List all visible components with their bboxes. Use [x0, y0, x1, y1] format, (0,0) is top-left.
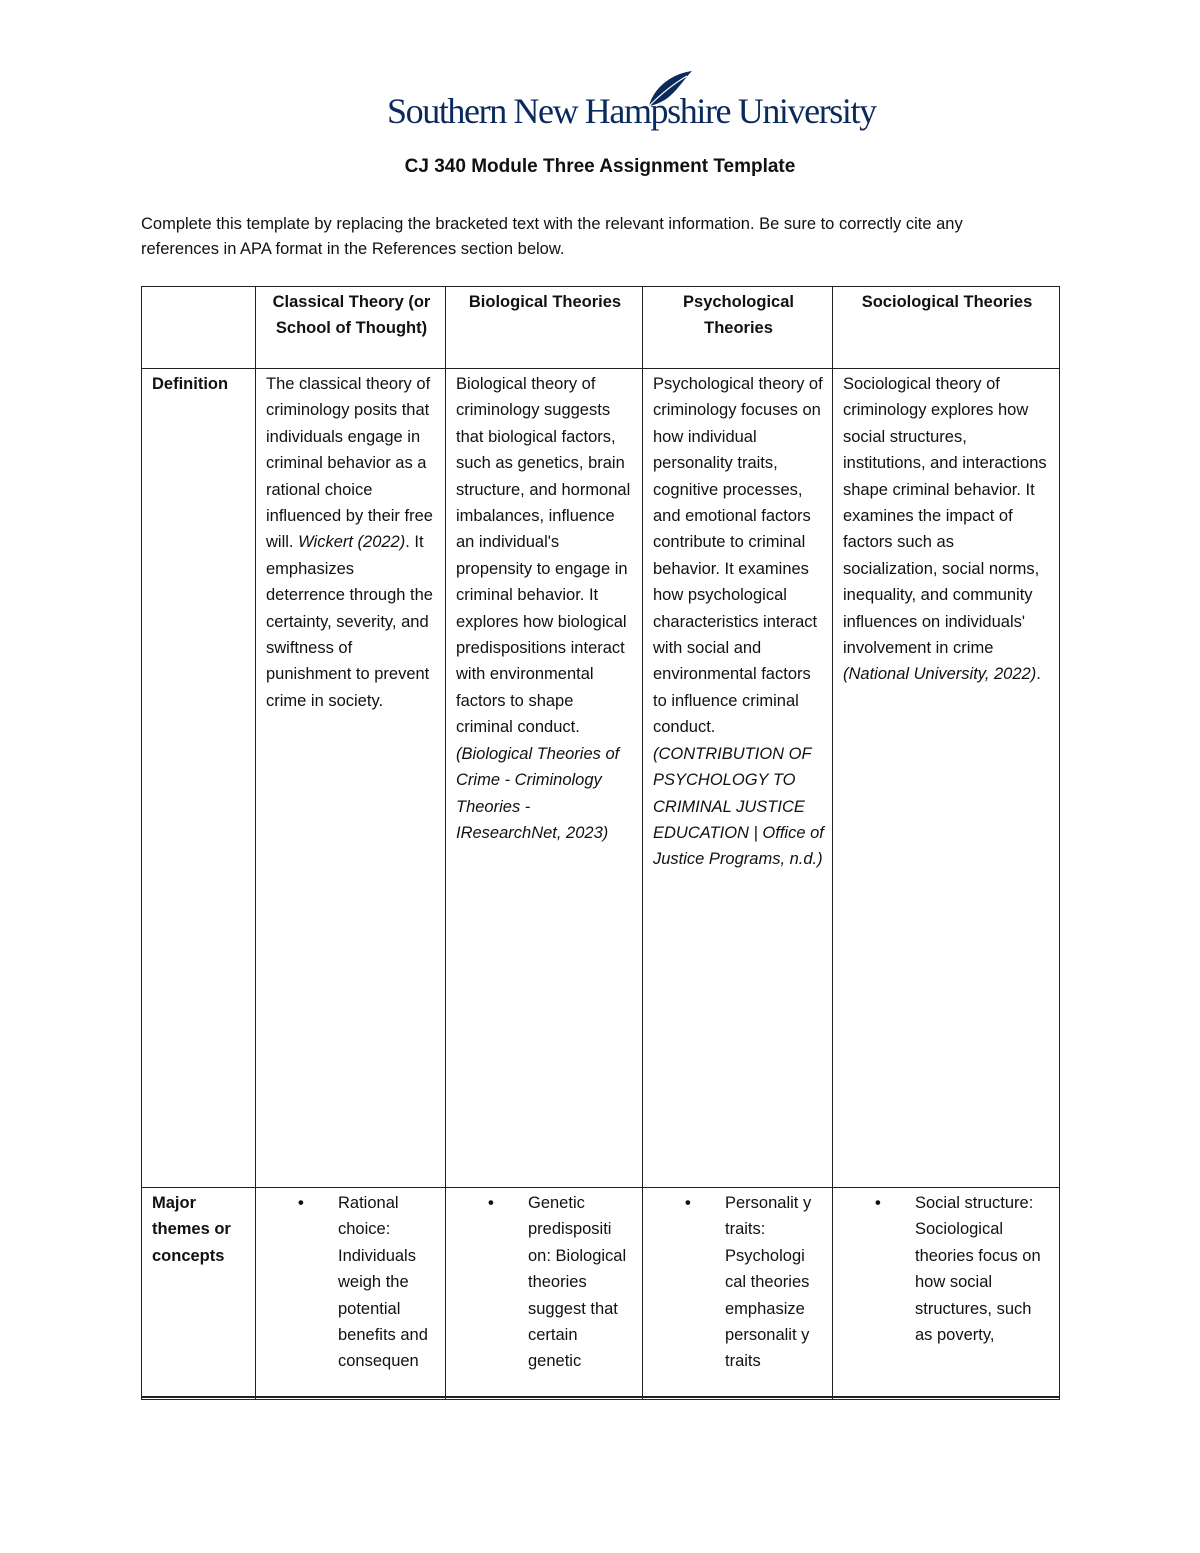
biological-theme-text: Genetic predispositi on: Biological theories suggest that certain genetic — [528, 1194, 627, 1371]
header-empty-cell — [142, 287, 256, 369]
biological-themes-cell — [446, 1188, 643, 1400]
definition-row — [142, 369, 1060, 1188]
bullet-icon: • — [875, 1194, 881, 1212]
biological-citation: (Biological Theories of Crime - Criminology Theories - IResearchNet, 2023) — [456, 744, 620, 842]
header-sociological: Sociological Theories — [833, 287, 1060, 369]
table-bottom-border — [141, 1396, 1059, 1398]
sociological-definition-text-2: . — [1036, 665, 1041, 684]
classical-definition-text: The classical theory of criminology posits that individuals engage in criminal behavior as a rational choice influenced by their free will. — [266, 375, 433, 552]
psychological-theme-text: Personalit y traits: Psychologi cal theories emphasize personalit y traits — [725, 1194, 812, 1371]
header-classical: Classical Theory (or School of Thought) — [256, 287, 446, 369]
bullet-icon: • — [488, 1194, 494, 1212]
themes-label: Major themes or concepts — [142, 1188, 256, 1400]
instructions-paragraph: Complete this template by replacing the bracketed text with the relevant information. Be sure to correctly cite any references in APA format in the References section below. — [141, 215, 963, 258]
sociological-citation: (National University, 2022) — [843, 665, 1037, 684]
university-logo — [387, 68, 876, 138]
sociological-definition-text: Sociological theory of criminology explores how social structures, institutions, and interactions shape criminal behavior. It examines the impact of factors such as socialization, social norms, inequality, and community influences on individuals' involvement in crime — [843, 375, 1047, 658]
sociological-themes-cell — [833, 1188, 1060, 1400]
theory-comparison-table — [141, 286, 1060, 1400]
bullet-icon: • — [298, 1194, 304, 1212]
classical-citation: Wickert (2022) — [298, 533, 406, 552]
sociological-theme-text: Social structure: Sociological theories focus on how social structures, such as poverty, — [915, 1194, 1041, 1345]
definition-label: Definition — [142, 369, 256, 1188]
header-biological: Biological Theories — [446, 287, 643, 369]
table-header-row — [142, 287, 1060, 369]
classical-definition-cell — [256, 369, 446, 1188]
document-title: CJ 340 Module Three Assignment Template — [404, 156, 796, 177]
classical-definition-text-2: . It emphasizes deterrence through the certainty, severity, and swiftness of punishment to prevent crime in society. — [266, 533, 433, 710]
logo-wordmark: Southern New Hampshire University — [387, 91, 876, 131]
sociological-definition-cell — [833, 369, 1060, 1188]
bullet-icon: • — [685, 1194, 691, 1212]
header-psychological: Psychological Theories — [643, 287, 833, 369]
classical-themes-cell — [256, 1188, 446, 1400]
biological-definition-text: Biological theory of criminology suggests that biological factors, such as genetics, brain structure, and hormonal imbalances, influence an individual's propensity to engage in criminal behavior. It explores how biological predispositions interact with environmental factors to shape criminal conduct. — [456, 375, 631, 737]
psychological-definition-cell — [643, 369, 833, 1188]
psychological-themes-cell — [643, 1188, 833, 1400]
psychological-citation: (CONTRIBUTION OF PSYCHOLOGY TO CRIMINAL JUSTICE EDUCATION | Office of Justice Programs, n.d.) — [653, 744, 824, 869]
biological-definition-cell — [446, 369, 643, 1188]
themes-row — [142, 1188, 1060, 1400]
classical-theme-text: Rational choice: Individuals weigh the potential benefits and consequen — [338, 1194, 428, 1371]
psychological-definition-text: Psychological theory of criminology focuses on how individual personality traits, cognitive processes, and emotional factors contribute to criminal behavior. It examines how psychological characteristics interact with social and environmental factors to influence criminal conduct. — [653, 375, 823, 737]
